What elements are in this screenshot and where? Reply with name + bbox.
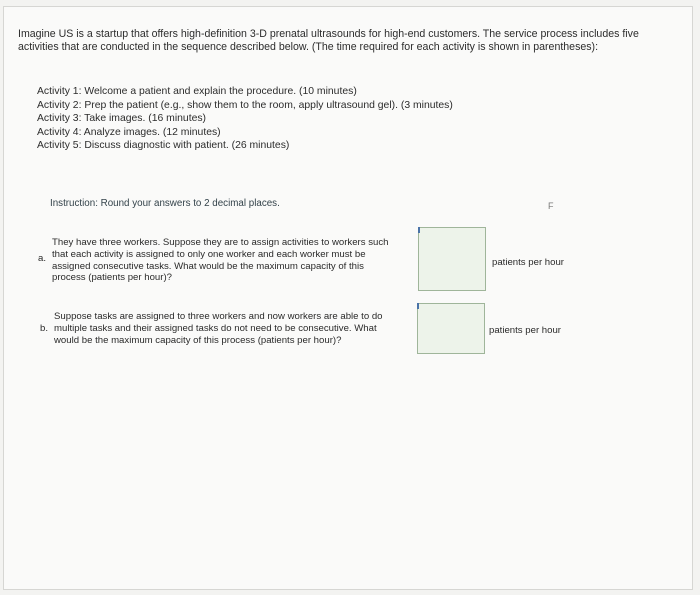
- question-a-letter: a.: [38, 253, 47, 264]
- activity-list: [37, 85, 453, 153]
- rounding-instruction: Instruction: Round your answers to 2 decimal places.: [50, 198, 280, 209]
- question-b-letter: b.: [40, 323, 49, 334]
- activity-item: Activity 2: Prep the patient (e.g., show them to the room, apply ultrasound gel). (3 minutes): [37, 99, 453, 111]
- answer-b-input[interactable]: [417, 303, 485, 354]
- activity-item: Activity 3: Take images. (16 minutes): [37, 113, 207, 125]
- activity-item: Activity 1: Welcome a patient and explain the procedure. (10 minutes): [37, 86, 357, 97]
- activity-item: Activity 5: Discuss diagnostic with patient. (26 minutes): [37, 140, 290, 152]
- answer-a-input[interactable]: [418, 227, 486, 291]
- question-a: [38, 237, 418, 297]
- stray-mark: F: [548, 201, 554, 211]
- question-b-text: Suppose tasks are assigned to three workers and now workers are able to do multiple tasks and their assigned tasks do not need to be consecutive. What would be the maximum capacity of this process (patients per hour)?: [54, 311, 383, 346]
- answer-b-unit: patients per hour: [489, 325, 561, 336]
- question-a-text: They have three workers. Suppose they are to assign activities to workers such that each activity is assigned to only one worker and each worker must be assigned consecutive tasks. What would be the maximum capacity of this process (patients per hour)?: [52, 237, 389, 284]
- problem-intro: Imagine US is a startup that offers high-definition 3-D prenatal ultrasounds for high-end customers. The service process includes five activities that are conducted in the sequence described below. (The time required for each activity is shown in parentheses):: [18, 28, 639, 53]
- activity-item: Activity 4: Analyze images. (12 minutes): [37, 126, 221, 138]
- answer-a-unit: patients per hour: [492, 257, 564, 268]
- question-b: [40, 311, 420, 351]
